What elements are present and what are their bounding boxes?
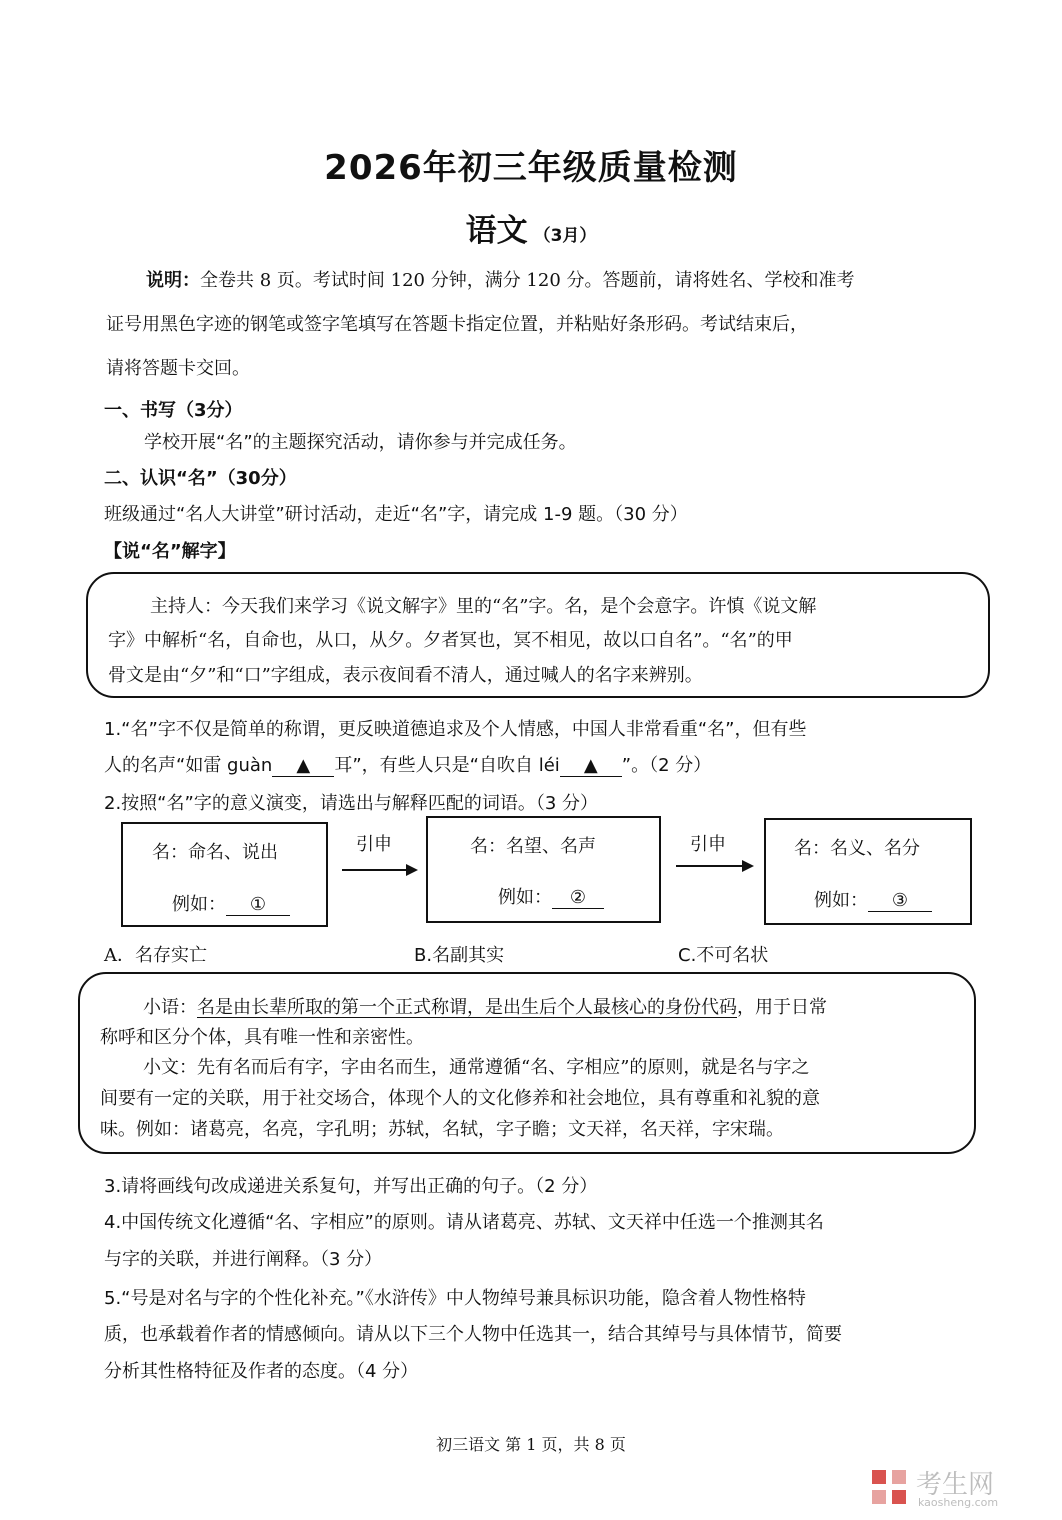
instructions-line-2: 证号用黑色字迹的钢笔或签字笔填写在答题卡指定位置，并粘贴好条形码。考试结束后， xyxy=(106,314,808,335)
exam-month: （3月） xyxy=(533,226,597,246)
host-line-3: 骨文是由“夕”和“口”字组成，表示夜间看不清人，通过喊人的名字来辨别。 xyxy=(108,665,703,686)
answer-triangle-icon: ▲ xyxy=(296,755,311,776)
section-1-text: 学校开展“名”的主题探究活动，请你参与并完成任务。 xyxy=(144,432,577,453)
q1-text-c: ”。（2 分） xyxy=(621,755,712,776)
question-1-line-2 xyxy=(104,751,711,777)
question-3-text: 3.请将画线句改成递进关系复句，并写出正确的句子。（2 分） xyxy=(104,1176,598,1197)
example-label: 例如： xyxy=(498,887,552,908)
meaning-box-1-example xyxy=(172,890,290,916)
question-5-line-2: 质，也承载着作者的情感倾向。请从以下三个人物中任选其一，结合其绰号与具体情节，简要 xyxy=(104,1324,842,1345)
host-line-2: 字》中解析“名，自命也，从口，从夕。夕者冥也，冥不相见，故以口自名”。“名”的甲 xyxy=(108,630,793,651)
instructions-text-1: 全卷共 8 页。考试时间 120 分钟，满分 120 分。答题前，请将姓名、学校和准考 xyxy=(200,270,855,291)
watermark-name: 考生网 xyxy=(916,1470,995,1500)
answer-blank-2[interactable] xyxy=(552,887,604,909)
xiaowen-line-3: 味。例如：诸葛亮，名亮，字孔明；苏轼，名轼，字子瞻；文天祥，名天祥，字宋瑞。 xyxy=(100,1119,784,1140)
answer-triangle-icon: ▲ xyxy=(583,755,598,776)
arrow-head-icon xyxy=(406,864,418,876)
instructions-label: 说明： xyxy=(146,270,200,291)
question-5-line-3: 分析其性格特征及作者的态度。（4 分） xyxy=(104,1361,419,1382)
meaning-box-2-meaning: 名：名望、名声 xyxy=(470,836,596,857)
arrow-right-icon xyxy=(676,865,744,867)
section-2-intro: 班级通过“名人大讲堂”研讨活动，走近“名”字，请完成 1-9 题。（30 分） xyxy=(104,504,688,525)
q1-text-a: 人的名声“如雷 guàn xyxy=(104,755,273,776)
question-4-line-2: 与字的关联，并进行阐释。（3 分） xyxy=(104,1249,383,1270)
xiaoyu-line-1 xyxy=(143,993,827,1019)
instructions-line-1 xyxy=(146,266,855,292)
arrow-right-icon xyxy=(342,869,408,871)
arrow-label-1: 引申 xyxy=(356,834,392,855)
section-2-subheading: 【说“名”解字】 xyxy=(104,541,236,562)
answer-blank-3[interactable] xyxy=(868,890,932,912)
q1-text-b: 耳”，有些人只是“自吹自 léi xyxy=(334,755,560,776)
watermark-url: kaosheng.com xyxy=(918,1496,999,1509)
watermark-logo-icon xyxy=(870,1468,908,1506)
xiaoyu-label: 小语： xyxy=(143,997,197,1018)
answer-blank-1[interactable] xyxy=(226,894,290,916)
exam-title: 2026年初三年级质量检测 xyxy=(324,148,738,188)
xiaowen-line-1: 小文：先有名而后有字，字由名而生，通常遵循“名、字相应”的原则，就是名与字之 xyxy=(143,1057,810,1078)
option-b: B.名副其实 xyxy=(414,945,505,966)
watermark xyxy=(870,1464,1050,1512)
arrow-head-icon xyxy=(742,860,754,872)
underlined-sentence: 名是由长辈所取的第一个正式称谓，是出生后个人最核心的身份代码 xyxy=(197,997,737,1018)
subject-name: 语文 xyxy=(465,213,528,249)
q1-blank-1[interactable] xyxy=(272,755,334,777)
question-4-line-1: 4.中国传统文化遵循“名、字相应”的原则。请从诸葛亮、苏轼、文天祥中任选一个推测其名 xyxy=(104,1212,824,1233)
option-a: A．名存实亡 xyxy=(104,945,207,966)
option-c: C.不可名状 xyxy=(678,945,769,966)
host-line-1: 主持人：今天我们来学习《说文解字》里的“名”字。名，是个会意字。许慎《说文解 xyxy=(150,596,817,617)
arrow-label-2: 引申 xyxy=(690,834,726,855)
q1-blank-2[interactable] xyxy=(560,755,622,777)
meaning-box-3-meaning: 名：名义、名分 xyxy=(794,838,920,859)
page-footer: 初三语文 第 1 页，共 8 页 xyxy=(436,1435,626,1454)
marker-3: ③ xyxy=(891,890,909,911)
question-5-line-1: 5.“号是对名与字的个性化补充。”《水浒传》中人物绰号兼具标识功能，隐含着人物性格特 xyxy=(104,1288,806,1309)
marker-2: ② xyxy=(569,887,587,908)
question-1-line-1: 1.“名”字不仅是简单的称谓，更反映道德追求及个人情感，中国人非常看重“名”，但有些 xyxy=(104,719,807,740)
section-1-heading: 一、书写（3分） xyxy=(104,400,243,421)
meaning-box-1-meaning: 名：命名、说出 xyxy=(152,842,278,863)
example-label: 例如： xyxy=(814,890,868,911)
section-2-heading: 二、认识“名”（30分） xyxy=(104,468,297,489)
xiaoyu-rest: ，用于日常 xyxy=(737,997,827,1018)
meaning-box-3-example xyxy=(814,886,932,912)
example-label: 例如： xyxy=(172,894,226,915)
xiaoyu-line-2: 称呼和区分个体，具有唯一性和亲密性。 xyxy=(100,1027,424,1048)
xiaowen-line-2: 间要有一定的关联，用于社交场合，体现个人的文化修养和社会地位，具有尊重和礼貌的意 xyxy=(100,1088,820,1109)
meaning-box-2-example xyxy=(498,883,604,909)
question-2-text: 2.按照“名”字的意义演变，请选出与解释匹配的词语。（3 分） xyxy=(104,793,598,814)
instructions-line-3: 请将答题卡交回。 xyxy=(106,358,250,379)
subject-title xyxy=(0,205,1062,250)
marker-1: ① xyxy=(249,894,267,915)
